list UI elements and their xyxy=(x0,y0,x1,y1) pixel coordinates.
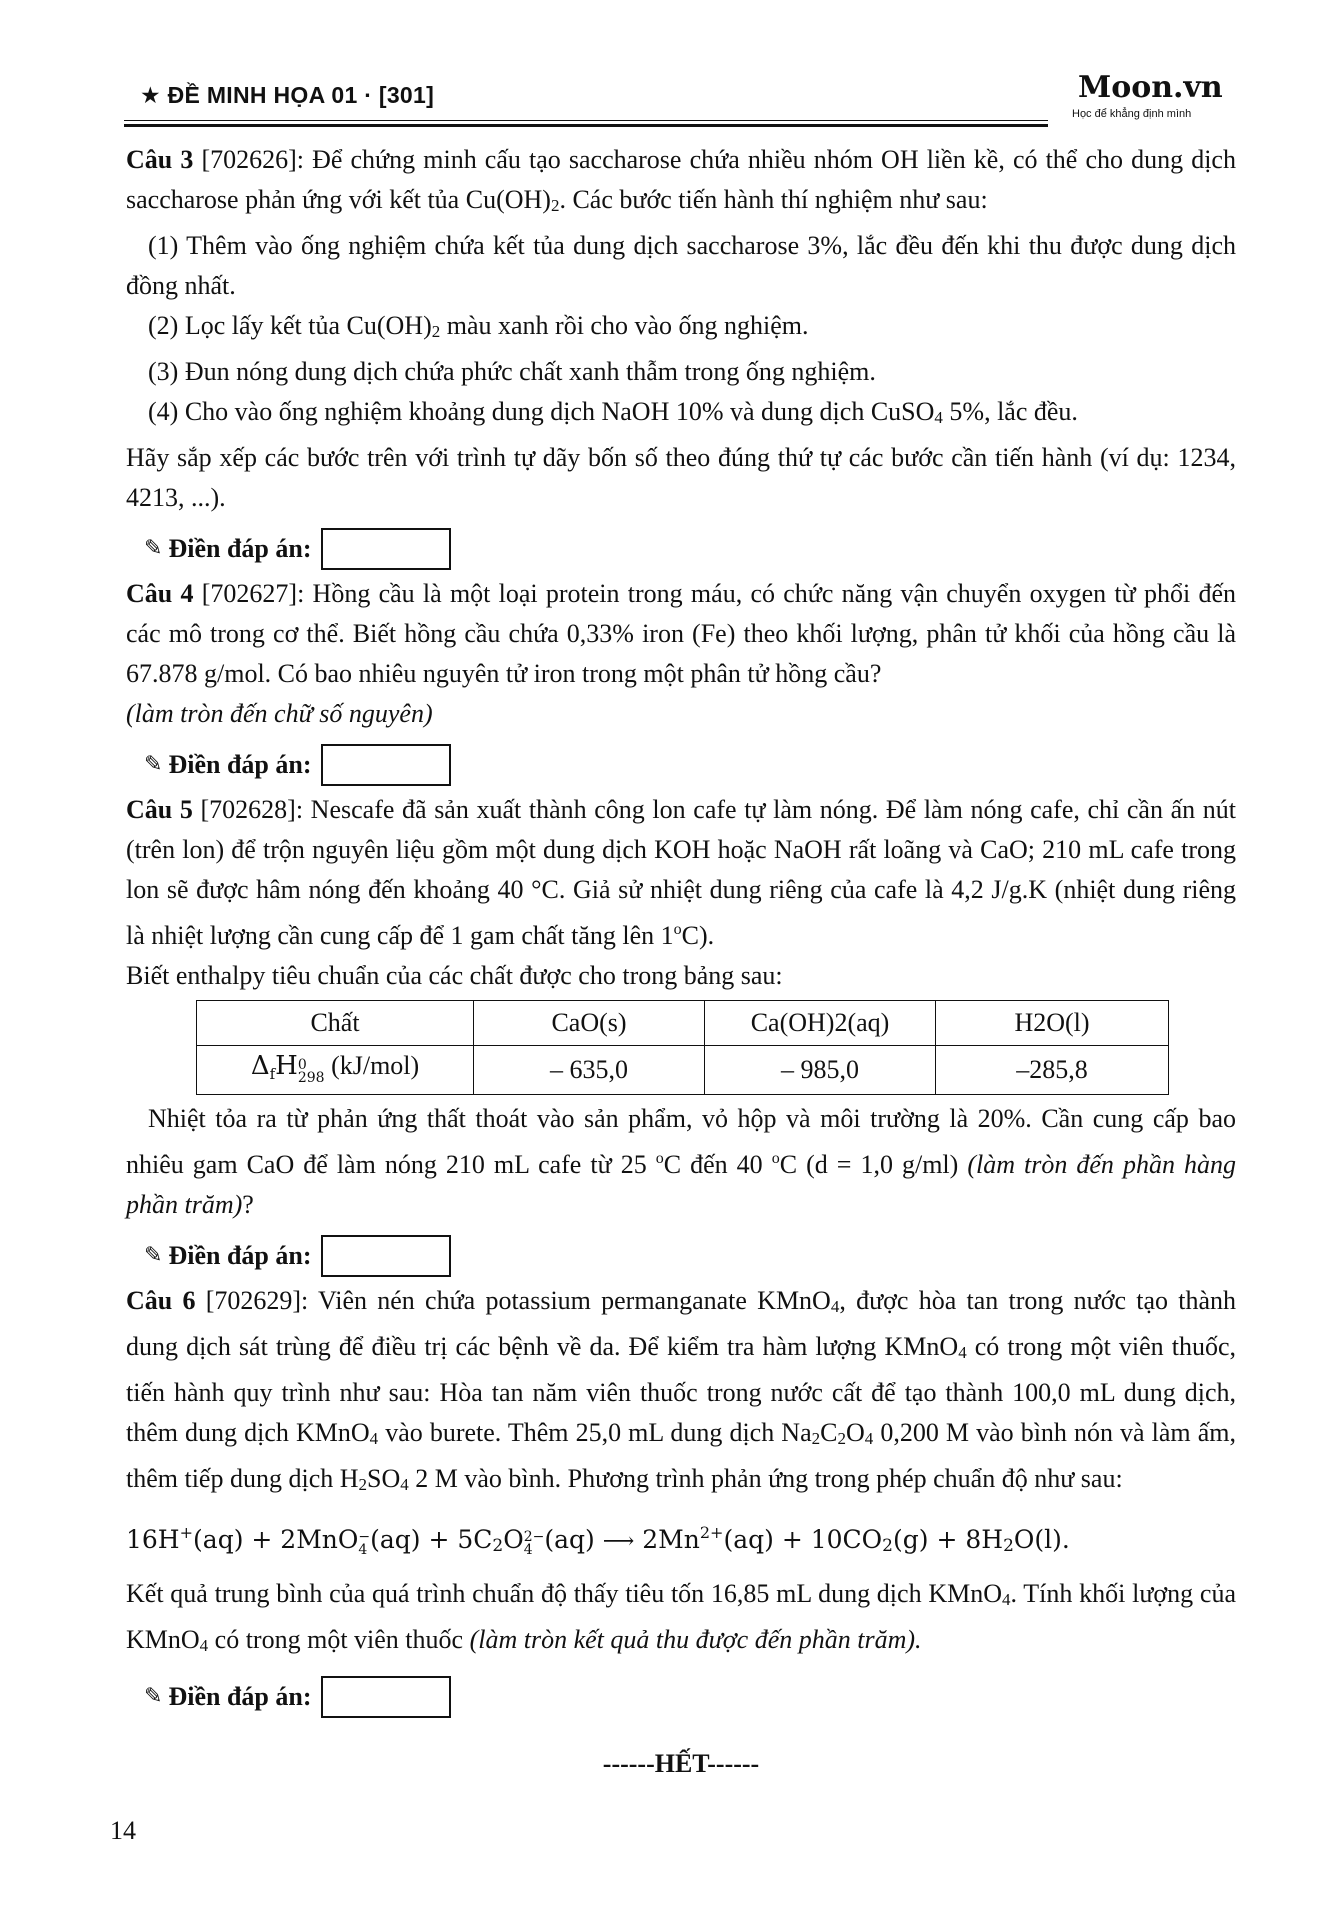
question-5-table-intro: Biết enthalpy tiêu chuẩn của các chất được cho trong bảng sau: xyxy=(126,961,783,990)
question-3-step-1: (1) Thêm vào ống nghiệm chứa kết tủa dung dịch saccharose 3%, lắc đều đến khi thu được dung dịch đồng nhất. xyxy=(126,231,1236,300)
question-4 xyxy=(126,574,1236,786)
enthalpy-table xyxy=(196,1000,1169,1095)
exam-content xyxy=(126,140,1236,1784)
answer-label: Điền đáp án: xyxy=(168,1682,312,1711)
table-header-cell: H2O(l) xyxy=(936,1001,1169,1046)
question-3-intro: Câu 3 [702626]: Để chứng minh cấu tạo saccharose chứa nhiều nhóm OH liền kề, có thể cho dung dịch saccharose phản ứng với kết tủa Cu(OH)2. Các bước tiến hành thí nghiệm như sau: xyxy=(126,145,1236,215)
header-divider xyxy=(124,120,1048,121)
pencil-icon: ✎ xyxy=(144,752,163,777)
question-5-text: Câu 5 [702628]: Nescafe đã sản xuất thành công lon cafe tự làm nóng. Để làm nóng cafe, chỉ cần ấn nút (trên lon) để trộn nguyên liệu gồm một dung dịch KOH hoặc NaOH rất loãng và CaO; 210 mL cafe trong lon sẽ được hâm nóng đến khoảng 40 °C. Giả sử nhiệt dung riêng của cafe là 4,2 J/g.K (nhiệt dung riêng là nhiệt lượng cần cung cấp để 1 gam chất tăng lên 1$^o$C). xyxy=(126,795,1236,950)
answer-label: Điền đáp án: xyxy=(168,534,312,563)
question-6 xyxy=(126,1281,1236,1718)
question-5-answer-row xyxy=(144,1235,1236,1277)
question-3-instruction: Hãy sắp xếp các bước trên với trình tự dãy bốn số theo đúng thứ tự các bước cần tiến hành (ví dụ: 1234, 4213, ...). xyxy=(126,443,1236,512)
question-4-answer-box[interactable] xyxy=(321,744,451,786)
brand-tagline: Học để khẳng định mình xyxy=(1072,108,1192,120)
question-4-text: Câu 4 [702627]: Hồng cầu là một loại protein trong máu, có chức năng vận chuyển oxygen từ phổi đến các mô trong cơ thể. Biết hồng cầu chứa 0,33% iron (Fe) theo khối lượng, phân tử khối của hồng cầu là 67.878 g/mol. Có bao nhiêu nguyên tử iron trong một phân tử hồng cầu? xyxy=(126,579,1236,688)
question-3 xyxy=(126,140,1236,570)
question-3-step-2: (2) Lọc lấy kết tủa Cu(OH)2 màu xanh rồi cho vào ống nghiệm. xyxy=(148,311,809,341)
question-3-answer-row xyxy=(144,528,1236,570)
question-5 xyxy=(126,790,1236,1277)
question-6-question: Kết quả trung bình của quá trình chuẩn độ thấy tiêu tốn 16,85 mL dung dịch KMnO4. Tính khối lượng của KMnO4 có trong một viên thuốc (làm tròn kết quả thu được đến phần trăm). xyxy=(126,1579,1236,1655)
question-3-answer-box[interactable] xyxy=(321,528,451,570)
question-3-step-4: (4) Cho vào ống nghiệm khoảng dung dịch NaOH 10% và dung dịch CuSO4 5%, lắc đều. xyxy=(148,397,1078,427)
question-6-label: Câu 6 xyxy=(126,1286,196,1315)
question-6-text: Câu 6 [702629]: Viên nén chứa potassium permanganate KMnO4, được hòa tan trong nước tạo thành dung dịch sát trùng để điều trị các bệnh về da. Để kiểm tra hàm lượng KMnO4 có trong một viên thuốc, tiến hành quy trình như sau: Hòa tan năm viên thuốc trong nước cất để tạo thành 100,0 mL dung dịch, thêm dung dịch KMnO4 vào burete. Thêm 25,0 mL dung dịch Na2C2O4 0,200 M vào bình nón và làm ấm, thêm tiếp dung dịch H2SO4 2 M vào bình. Phương trình phản ứng trong phép chuẩn độ như sau: xyxy=(126,1286,1236,1494)
question-4-label: Câu 4 xyxy=(126,579,194,608)
enthalpy-symbol-cell: ΔfH 0 298 (kJ/mol) xyxy=(197,1046,474,1095)
pencil-icon: ✎ xyxy=(144,1684,163,1709)
header-divider-thick xyxy=(124,124,1048,127)
table-cell: – 635,0 xyxy=(474,1046,705,1095)
question-5-question: Nhiệt tỏa ra từ phản ứng thất thoát vào sản phẩm, vỏ hộp và môi trường là 20%. Cần cung cấp bao nhiêu gam CaO để làm nóng 210 mL cafe từ 25 $^o$C đến 40 $^o$C (d = 1,0 g/ml) (làm tròn đến phần hàng phần trăm)? xyxy=(126,1104,1236,1219)
table-cell: – 985,0 xyxy=(705,1046,936,1095)
question-5-answer-box[interactable] xyxy=(321,1235,451,1277)
table-header-cell: Chất xyxy=(197,1001,474,1046)
answer-label: Điền đáp án: xyxy=(168,750,312,779)
table-header-cell: CaO(s) xyxy=(474,1001,705,1046)
titration-equation: 16H+(aq) + 2MnO − 4 (aq) + 5C2O 2− 4 (aq) ⟶ $2Mn^{2+}(aq) + 10CO2(g) + 8H2O(l)$. xyxy=(126,1523,1070,1558)
question-6-answer-row xyxy=(144,1676,1236,1718)
exam-title: ★ ĐỀ MINH HỌA 01 · [301] xyxy=(140,82,435,108)
question-4-answer-row xyxy=(144,744,1236,786)
question-3-step-3: (3) Đun nóng dung dịch chứa phức chất xanh thẫm trong ống nghiệm. xyxy=(148,357,876,386)
table-row xyxy=(197,1046,1169,1095)
question-4-rounding-note: (làm tròn đến chữ số nguyên) xyxy=(126,699,433,728)
page-number: 14 xyxy=(110,1816,136,1845)
answer-label: Điền đáp án: xyxy=(168,1241,312,1270)
question-5-label: Câu 5 xyxy=(126,795,193,824)
brand-logo: Moon.vn xyxy=(1078,70,1223,105)
end-of-exam-mark: ------HẾT------ xyxy=(602,1749,760,1778)
question-6-answer-box[interactable] xyxy=(321,1676,451,1718)
table-cell: –285,8 xyxy=(936,1046,1169,1095)
question-3-label: Câu 3 xyxy=(126,145,194,174)
pencil-icon: ✎ xyxy=(144,536,163,561)
table-header-cell: Ca(OH)2(aq) xyxy=(705,1001,936,1046)
delta-f-h-symbol: ΔfH 0 298 xyxy=(250,1051,325,1086)
table-header-row xyxy=(197,1001,1169,1046)
pencil-icon: ✎ xyxy=(144,1243,163,1268)
